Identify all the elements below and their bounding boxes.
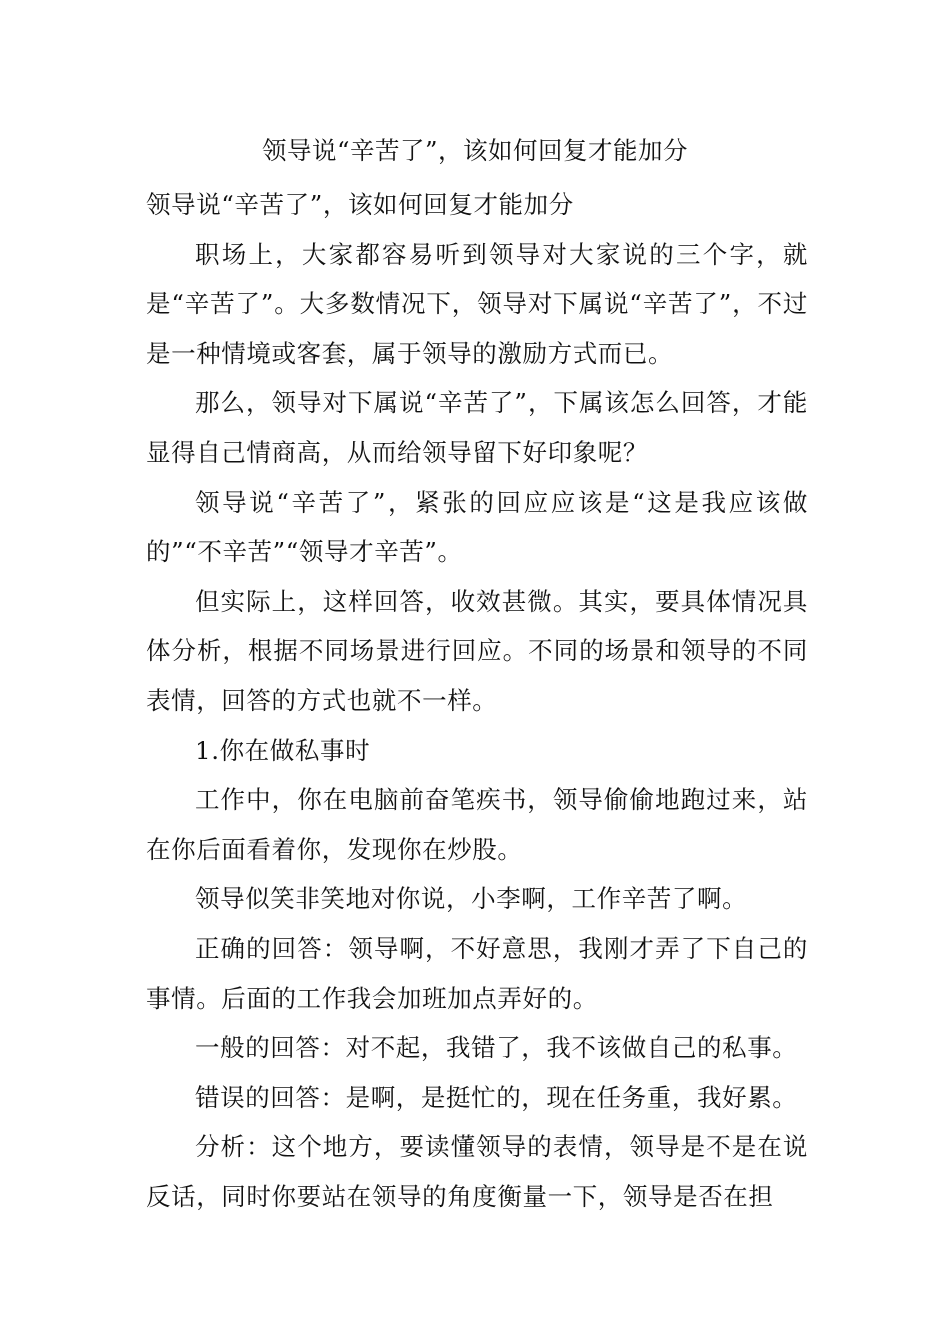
paragraph-correct-answer: 正确的回答：领导啊，不好意思，我刚才弄了下自己的事情。后面的工作我会加班加点弄好的。	[146, 933, 808, 1013]
paragraph-scenario: 工作中，你在电脑前奋笔疾书，领导偷偷地跑过来，站在你后面看着你，发现你在炒股。	[146, 785, 808, 864]
paragraph-intro: 职场上，大家都容易听到领导对大家说的三个字，就是“辛苦了”。大多数情况下，领导对下属说“辛苦了”，不过是一种情境或客套，属于领导的激励方式而已。	[146, 239, 808, 368]
paragraph-analysis: 分析：这个地方，要读懂领导的表情，领导是不是在说反话，同时你要站在领导的角度衡量一下，领导是否在担	[146, 1132, 808, 1211]
document-subtitle: 领导说“辛苦了”，该如何回复才能加分	[146, 190, 574, 219]
section-heading-private-matters: 1.你在做私事时	[195, 735, 371, 765]
paragraph-analysis-intro: 但实际上，这样回答，收效甚微。其实，要具体情况具体分析，根据不同场景进行回应。不同的场景和领导的不同表情，回答的方式也就不一样。	[146, 586, 808, 715]
paragraph-common-replies: 领导说“辛苦了”，紧张的回应应该是“这是我应该做的”“不辛苦”“领导才辛苦”。	[146, 487, 808, 567]
paragraph-ordinary-answer: 一般的回答：对不起，我错了，我不该做自己的私事。	[195, 1033, 798, 1063]
paragraph-question: 那么，领导对下属说“辛苦了”，下属该怎么回答，才能显得自己情商高，从而给领导留下好印象呢？	[146, 388, 808, 467]
paragraph-wrong-answer: 错误的回答：是啊，是挺忙的，现在任务重，我好累。	[195, 1082, 798, 1112]
document-title: 领导说“辛苦了”，该如何回复才能加分	[261, 136, 689, 165]
document-body	[146, 180, 808, 1221]
paragraph-leader-remark: 领导似笑非笑地对你说，小李啊，工作辛苦了啊。	[195, 884, 748, 914]
